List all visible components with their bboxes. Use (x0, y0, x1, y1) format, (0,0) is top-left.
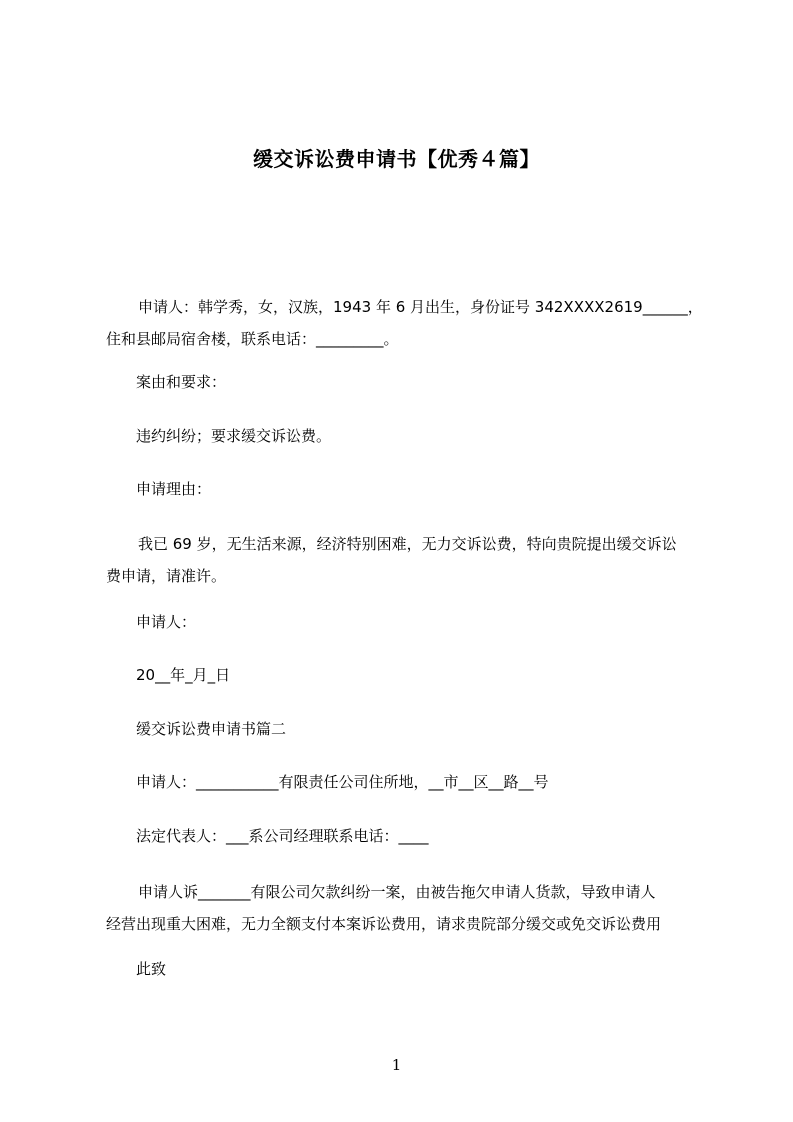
paragraph-line: 经营出现重大困难，无力全额支付本案诉讼费用，请求贵院部分缓交或免交诉讼费用 (106, 915, 662, 933)
legal-representative-line: 法定代表人：___系公司经理联系电话：____ (136, 827, 429, 845)
case-cause-text: 违约纠纷；要求缓交诉讼费。 (136, 427, 332, 445)
applicant-info-paragraph (106, 291, 703, 355)
paragraph-line: 申请人：韩学秀，女，汉族，1943 年 6 月出生，身份证号 342XXXX2619______， (138, 298, 703, 316)
closing-salutation: 此致 (136, 960, 167, 978)
paragraph-line: 住和县邮局宿舍楼，联系电话：_________。 (106, 330, 399, 348)
reason-paragraph (106, 528, 696, 592)
section-heading: 缓交诉讼费申请书篇二 (136, 720, 287, 738)
date-line: 20__年_月_日 (136, 666, 231, 684)
petition-paragraph (106, 876, 696, 940)
paragraph-line: 申请人诉_______有限公司欠款纠纷一案，由被告拖欠申请人货款，导致申请人 (138, 883, 656, 901)
applicant-company-line: 申请人：___________有限责任公司住所地，__市__区__路__号 (136, 773, 549, 791)
signature-label: 申请人： (136, 613, 197, 631)
reason-heading: 申请理由： (136, 480, 212, 498)
case-cause-heading: 案由和要求： (136, 373, 227, 391)
paragraph-line: 我已 69 岁，无生活来源，经济特别困难，无力交诉讼费，特向贵院提出缓交诉讼 (138, 535, 677, 553)
paragraph-line: 费申请，请准许。 (106, 567, 227, 585)
page-number: 1 (391, 1056, 402, 1074)
document-title: 缓交诉讼费申请书【优秀４篇】 (253, 147, 540, 171)
